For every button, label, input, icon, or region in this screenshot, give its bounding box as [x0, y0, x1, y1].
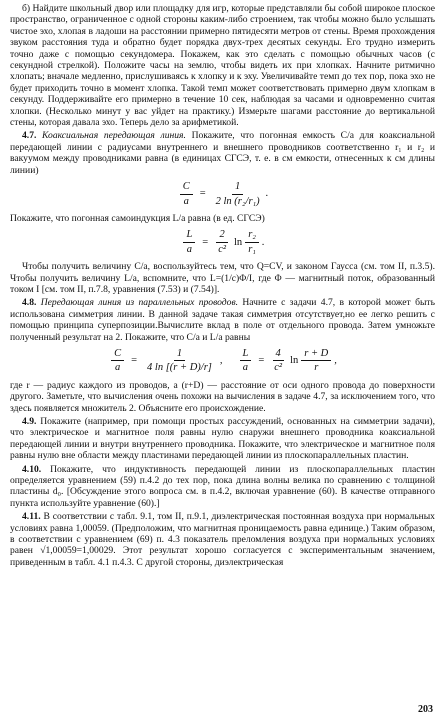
problem-title: Передающая линия из параллельных проводов. [40, 297, 239, 309]
fraction: $\frac{1}{4 \ln [(r + D)/r]}$ [147, 347, 212, 374]
fraction: $\frac{2}{\text{c²}}$ [218, 229, 227, 255]
equals-sign: = [131, 355, 138, 367]
problem-text: Покажите, что индуктивность передающей линии из плоскопараллельных пластин определяется уравнением (59) п.4.2 до тех пор, пока длина волны велика по сравнению с толщиной пластины d₀. [Обсуждение этого вопроса см. в п.4.2, включая уравнение (60). В качестве отправного пункта используйте уравнение (60).] [10, 463, 435, 509]
fraction: $\frac{r + D}{r}$ [301, 348, 331, 374]
problem-text: Начните с задачи 4.7, в которой может быть использована симметрия линии. В данной задаче такая симметрия отсутствует,но ее легко решить с помощью принципа суперпозиции.Вычислите вклад в поле от отдельного провода. Затем умножьте полученный результат на 2. Покажите, что C/a и L/a равны [10, 297, 435, 343]
fraction: $\frac{L}{a}$ [240, 348, 252, 374]
paragraph-hint-4-7: Чтобы получить величину C/a, воспользуйтесь тем, что Q=CV, и законом Гаусса (см. том II, п.3.5). Чтобы получить величину L/a, вспомните, что L=(1/c)Φ/I, где Φ — магнитный поток, образованный током I [см. том II, п.7.8, уравнения (7.53) и (7.54)]. [10, 261, 435, 295]
problem-4-7 [10, 130, 435, 176]
problem-number: 4.7. [22, 130, 37, 142]
fraction: $\frac{\text{r₂}}{\text{r₁}}$ [245, 229, 259, 255]
formula-inductance-coax: $\frac{L}{a}$ = $\frac{2}{\text{c²}}$ ln $\frac{\text{r₂}}{\text{r₁}}$ . [10, 229, 435, 255]
problem-text: В соответствии с табл. 9.1, том II, п.9.1, диэлектрическая постоянная воздуха при нормальных условиях равна 1,00059. (Предположим, что магнитная проницаемость равна единице.) Таким образом, в соответствии с уравнением (69) п. 4.3 показатель преломления воздуха при нормальных условиях равен √1,00059=1,00029. Этот результат хорошо согласуется с экспериментальным значением, приведенным в табл. 4.1 п.4.3. С другой стороны, диэлектрическая [10, 511, 435, 568]
fraction: $\frac{C}{a}$ [111, 348, 124, 374]
problem-number: 4.10. [22, 463, 42, 475]
problem-number: 4.9. [22, 416, 37, 427]
page-number: 203 [418, 703, 433, 715]
problem-number: 4.11. [22, 511, 41, 523]
paragraph-echo-experiment: б) Найдите школьный двор или площадку для игр, которые представляли бы собой широкое плоское пространство, ограниченное с одной стороны каким-либо строением, так чтобы можно было услышать чистое эхо, хлопая в ладоши на расстоянии примерно пятидесяти метров от стены. Время прохождения звуком расстояния туда и обратно будет порядка двух-трех десятых секунды. Его трудно измерить точно даже с помощью секундомера. Покажем, как это сделать с помощью обычных часов (с секундной стрелкой). Положите часы на землю, чтобы видеть их при хлопках. Начните ритмично хлопать; вначале медленно, прислушиваясь к хлопку и к эху. Увеличивайте темп до тех пор, пока эхо не будет приходить точно в момент хлопка. Такой темп может соответствовать примерно двум хлопкам в секунду. Поддерживайте его примерно в течение 10 сек, наблюдая за часами и одновременно считая хлопки. (Несколько минут у вас уйдет на практику.) Измерьте шагами расстояние до вертикальной стены, которая давала эхо. Теперь дело за арифметикой. [10, 3, 435, 129]
problem-number: 4.8. [22, 297, 37, 309]
equals-sign: = [202, 236, 209, 248]
formula-parallel-wires: $\frac{C}{a}$ = $\frac{1}{4 \ln [(r + D)/r]}$ , $\frac{L}{a}$ = $\frac{4}{\text{c²}}$ ln $\frac{r + D}{r}$ , [10, 348, 435, 374]
problem-text: Покажите, что погонная емкость C/a для коаксиальной передающей линии с радиусами внутреннего и внешнего проводников соответственно r₁ и r₂ и вакуумом между проводниками равна (в единицах СГСЭ, т. е. в см емкости, отнесенных к см длины линии) [10, 130, 435, 176]
paragraph-inductance-intro: Покажите, что погонная самоиндукция L/a равна (в ед. СГСЭ) [10, 212, 265, 224]
problem-4-11 [10, 511, 435, 568]
fraction: $\frac{1}{\text{2 ln (r₂/r₁)}}$ [215, 181, 260, 207]
problem-4-10 [10, 464, 435, 510]
problem-text: Покажите (например, при помощи простых рассуждений, основанных на симметрии задачи), что электрическое и магнитное поля равны нулю снаружи внешнего проводника коаксиальной передающей линии и внутри внутреннего проводника. Покажите, что электрическое и магнитное поля равны нулю вне области между пластинами передающей линии из плоскопараллельных пластин. [10, 416, 435, 462]
fraction: $\frac{L}{a}$ [183, 229, 195, 255]
paragraph-hint-4-8: где r — радиус каждого из проводов, а (r+D) — расстояние от оси одного провода до поверхности другого. Заметьте, что вычисления очень похожи на вычисления в задаче 4.7, за исключением того, что здесь появляется множитель 2. Объясните его происхождение. [10, 379, 435, 414]
fraction: $\frac{4}{\text{c²}}$ [274, 347, 283, 374]
fraction: $\frac{C}{a}$ [180, 181, 193, 207]
problem-4-8 [10, 297, 435, 343]
formula-capacitance-coax: $\frac{C}{a}$ = $\frac{1}{\text{2 ln (r₂/r₁)}}$ . [10, 181, 435, 207]
equals-sign: = [258, 355, 265, 367]
problem-4-9 [10, 416, 435, 462]
problem-title: Коаксиальная передающая линия. [42, 130, 186, 142]
equals-sign: = [199, 188, 206, 200]
